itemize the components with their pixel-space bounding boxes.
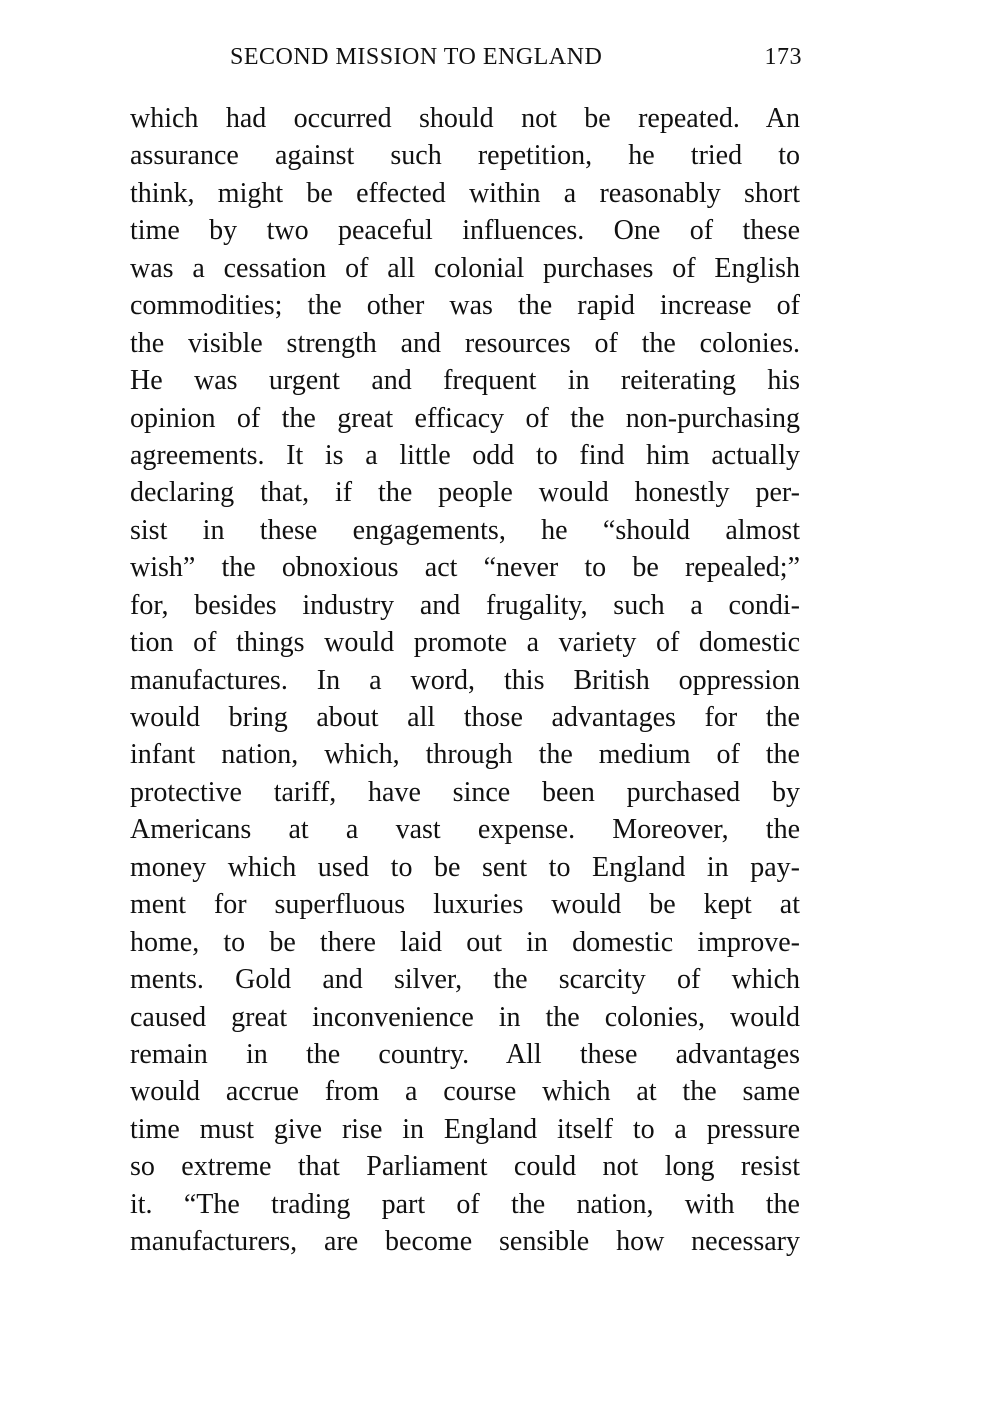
text-line: money which used to be sent to England in pay- (130, 851, 800, 883)
text-line: so extreme that Parliament could not long resist (130, 1151, 800, 1183)
text-line: remain in the country. All these advantages (130, 1038, 800, 1070)
page-number: 173 (764, 44, 802, 70)
text-line: would bring about all those advantages for the (130, 702, 800, 733)
text-line: was a cessation of all colonial purchases of English (130, 252, 800, 284)
text-line: ments. Gold and silver, the scarcity of which (130, 964, 800, 996)
text-line: agreements. It is a little odd to find him actually (130, 439, 800, 471)
text-line: time must give rise in England itself to a pressure (130, 1113, 800, 1145)
text-line: home, to be there laid out in domestic improve- (130, 926, 800, 958)
body-text (130, 100, 800, 1261)
text-line: caused great inconvenience in the colonies, would (130, 1001, 800, 1033)
text-line: wish” the obnoxious act “never to be repealed;” (130, 552, 800, 584)
text-line: manufacturers, are become sensible how necessary (130, 1226, 800, 1258)
text-line: Americans at a vast expense. Moreover, the (130, 814, 800, 846)
running-head (130, 44, 802, 80)
text-line: ment for superfluous luxuries would be kept at (130, 889, 800, 921)
text-line: the visible strength and resources of the colonies. (130, 327, 800, 359)
text-line: protective tariff, have since been purchased by (130, 776, 800, 808)
text-line: He was urgent and frequent in reiterating his (130, 365, 800, 397)
text-line: declaring that, if the people would honestly per- (130, 477, 800, 509)
text-line: sist in these engagements, he “should almost (130, 514, 800, 546)
text-line: time by two peaceful influences. One of these (130, 215, 800, 247)
text-line: think, might be effected within a reasonably short (130, 177, 800, 209)
text-line: for, besides industry and frugality, such a condi- (130, 589, 800, 621)
text-line: manufactures. In a word, this British oppression (130, 664, 800, 696)
text-line: opinion of the great efficacy of the non-purchasing (130, 402, 800, 434)
text-line: it. “The trading part of the nation, with the (130, 1188, 800, 1220)
text-line: which had occurred should not be repeated. An (130, 103, 800, 134)
text-line: commodities; the other was the rapid increase of (130, 290, 800, 322)
text-line: assurance against such repetition, he tried to (130, 140, 800, 172)
running-head-title: SECOND MISSION TO ENGLAND (230, 44, 603, 70)
text-line: would accrue from a course which at the same (130, 1076, 800, 1108)
text-line: tion of things would promote a variety of domestic (130, 627, 800, 659)
text-line: infant nation, which, through the medium of the (130, 739, 800, 771)
